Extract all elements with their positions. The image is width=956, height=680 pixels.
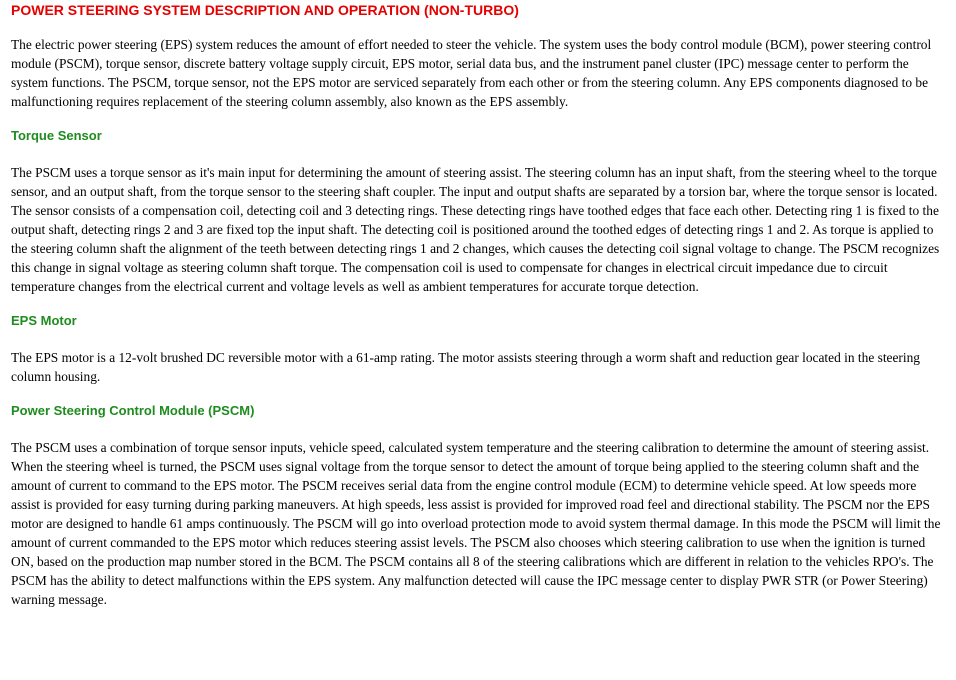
intro-paragraph: The electric power steering (EPS) system reduces the amount of effort needed to steer the vehicle. The system uses the body control module (BCM), power steering control module (PSCM), torque sensor, discrete battery voltage supply circuit, EPS motor, serial data bus, and the instrument panel cluster (IPC) message center to perform the system functions. The PSCM, torque sensor, not the EPS motor are serviced separately from each other or from the steering column. Any EPS components diagnosed to be malfunctioning requires replacement of the steering column assembly, also known as the EPS assembly.	[11, 37, 932, 109]
section-text-eps-motor: The EPS motor is a 12-volt brushed DC reversible motor with a 61-amp rating. The motor assists steering through a worm shaft and reduction gear located in the steering column housing.	[11, 350, 920, 384]
page-title: POWER STEERING SYSTEM DESCRIPTION AND OPERATION (NON-TURBO)	[11, 2, 519, 18]
section-heading-pscm: Power Steering Control Module (PSCM)	[11, 403, 255, 418]
section-heading-torque-sensor: Torque Sensor	[11, 128, 102, 143]
section-text-torque-sensor: The PSCM uses a torque sensor as it's main input for determining the amount of steering assist. The steering column has an input shaft, from the steering wheel to the torque sensor, and an output shaft, from the torque sensor to the steering shaft coupler. The input and output shafts are separated by a torsion bar, where the torque sensor is located. The sensor consists of a compensation coil, detecting coil and 3 detecting rings. These detecting rings have toothed edges that face each other. Detecting ring 1 is fixed to the output shaft, detecting rings 2 and 3 are fixed top the input shaft. The detecting coil is positioned around the toothed edges of detecting rings 1 and 2. As torque is applied to the steering column shaft the alignment of the teeth between detecting rings 1 and 2 changes, which causes the detecting coil signal voltage to change. The PSCM recognizes this change in signal voltage as steering column shaft torque. The compensation coil is used to compensate for changes in electrical circuit impedance due to circuit temperature changes from the electrical current and voltage levels as well as ambient temperatures for accurate torque detection.	[11, 165, 940, 294]
section-text-pscm: The PSCM uses a combination of torque sensor inputs, vehicle speed, calculated system temperature and the steering calibration to determine the amount of steering assist. When the steering wheel is turned, the PSCM uses signal voltage from the torque sensor to detect the amount of torque being applied to the steering column shaft and the amount of current to command to the EPS motor. The PSCM receives serial data from the engine control module (ECM) to determine vehicle speed. At low speeds more assist is provided for easy turning during parking maneuvers. At high speeds, less assist is provided for improved road feel and directional stability. The PSCM nor the EPS motor are designed to handle 61 amps continuously. The PSCM will go into overload protection mode to avoid system thermal damage. In this mode the PSCM will limit the amount of current commanded to the EPS motor which reduces steering assist levels. The PSCM also chooses which steering calibration to use when the ignition is turned ON, based on the production map number stored in the BCM. The PSCM contains all 8 of the steering calibrations which are different in relation to the vehicles RPO's. The PSCM has the ability to detect malfunctions within the EPS system. Any malfunction detected will cause the IPC message center to display PWR STR (or Power Steering) warning message.	[11, 440, 941, 607]
section-heading-eps-motor: EPS Motor	[11, 313, 77, 328]
